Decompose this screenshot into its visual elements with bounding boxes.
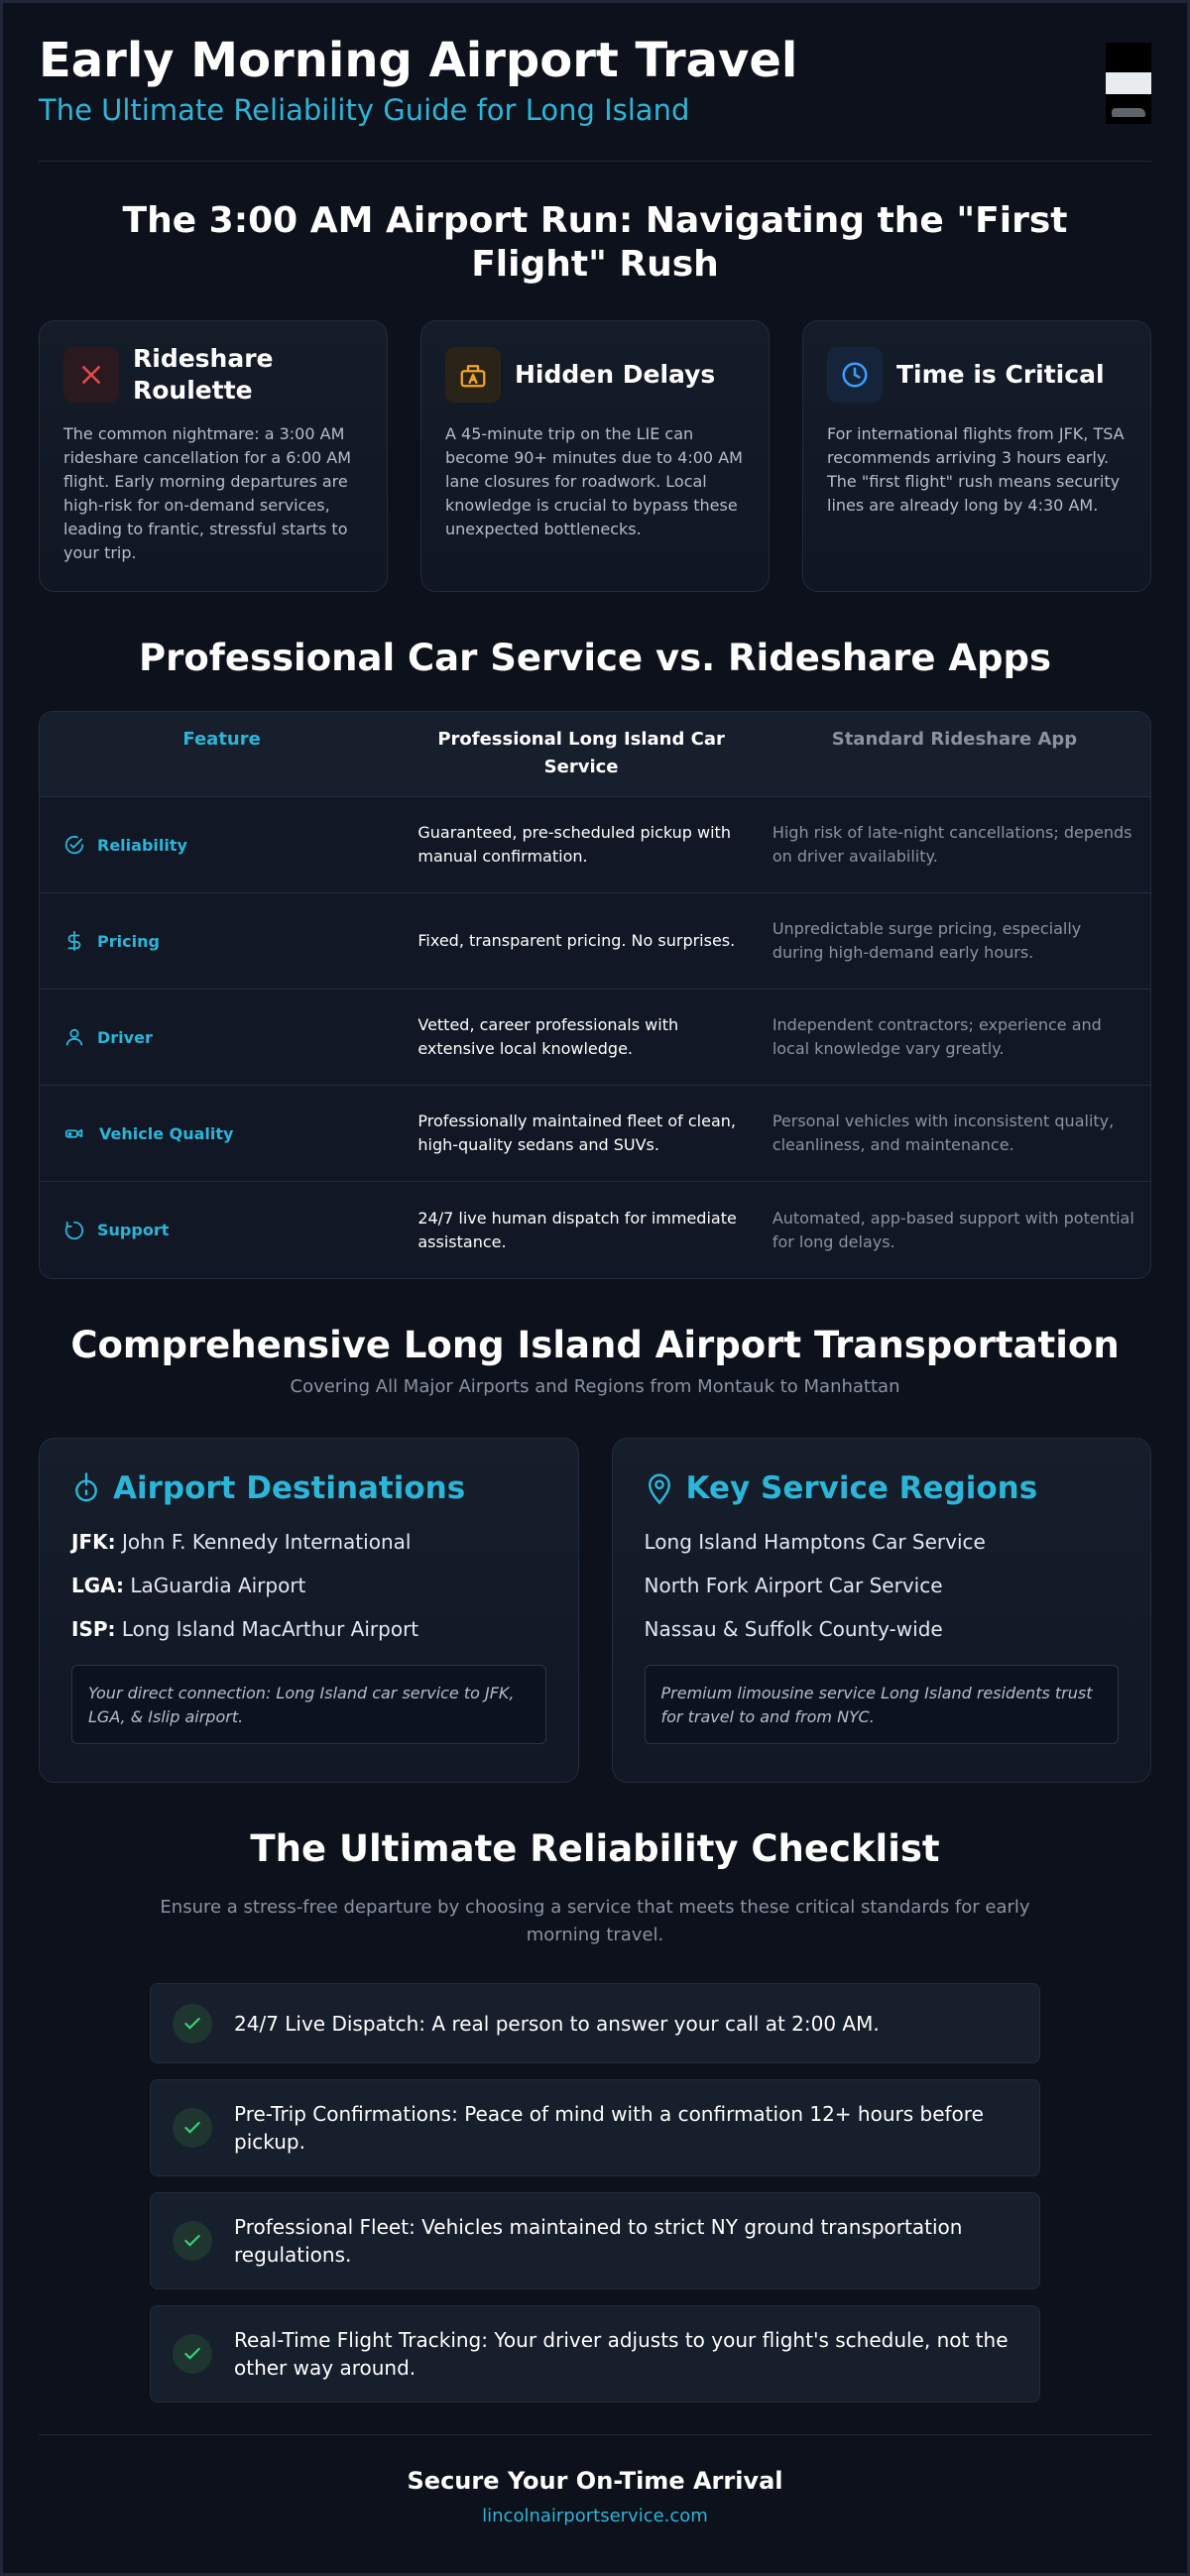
table-row [40, 797, 1150, 893]
feature-cell [40, 1026, 404, 1048]
checklist-item [150, 2079, 1040, 2176]
coverage-cards [39, 1438, 1151, 1783]
traffic-cone-icon [445, 347, 501, 403]
airport-item: JFK: John F. Kennedy International [71, 1530, 412, 1554]
card-title: Rideshare Roulette [133, 344, 274, 405]
airport-note: Your direct connection: Long Island car service to JFK, LGA, & Islip airport. [71, 1665, 546, 1744]
checklist [150, 1983, 1040, 2402]
region-item: Long Island Hamptons Car Service [644, 1530, 986, 1554]
checklist-text: Pre-Trip Confirmations: Peace of mind with a confirmation 12+ hours before pickup. [234, 2102, 984, 2154]
problem-cards [39, 320, 1151, 592]
coverage-subtitle: Covering All Major Airports and Regions from Montauk to Manhattan [290, 1376, 900, 1397]
professional-cell: Vetted, career professionals with extensive local knowledge. [417, 1015, 679, 1058]
region-note: Premium limousine service Long Island residents trust for travel to and from NYC. [645, 1665, 1120, 1744]
airport-destinations-title: Airport Destinations [113, 1470, 466, 1506]
comparison-table [39, 711, 1151, 1279]
checklist-heading: The Ultimate Reliability Checklist [250, 1827, 940, 1870]
table-row [40, 990, 1150, 1086]
checklist-text: 24/7 Live Dispatch: A real person to answer your call at 2:00 AM. [234, 2011, 880, 2036]
map-pin-icon [645, 1471, 674, 1505]
feature-cell [40, 1122, 404, 1144]
rideshare-cell: Unpredictable surge pricing, especially during high-demand early hours. [772, 919, 1082, 962]
card-rideshare-roulette [39, 320, 388, 592]
checklist-item [150, 2192, 1040, 2289]
car-logo-icon [1112, 108, 1145, 117]
feature-label: Reliability [97, 835, 187, 855]
rideshare-cell: High risk of late-night cancellations; depends on driver availability. [772, 823, 1132, 866]
rideshare-cell: Independent contractors; experience and local knowledge vary greatly. [772, 1015, 1102, 1058]
professional-cell: Guaranteed, pre-scheduled pickup with manual confirmation. [417, 823, 731, 866]
page-footer [39, 2434, 1151, 2528]
footer-title: Secure Your On-Time Arrival [407, 2467, 783, 2495]
professional-cell: Fixed, transparent pricing. No surprises. [417, 931, 736, 950]
feature-cell [40, 834, 404, 856]
dollar-icon [63, 929, 85, 953]
checkmark-icon [173, 2221, 212, 2261]
check-circle-icon [63, 834, 85, 856]
professional-cell: 24/7 live human dispatch for immediate assistance. [417, 1208, 737, 1251]
feature-cell [40, 929, 404, 953]
feature-cell [40, 1220, 404, 1241]
table-row [40, 1182, 1150, 1278]
rideshare-cell: Automated, app-based support with potential for long delays. [772, 1208, 1134, 1251]
airport-item: LGA: LaGuardia Airport [71, 1574, 306, 1597]
airport-item: ISP: Long Island MacArthur Airport [71, 1617, 419, 1641]
company-logo [1106, 43, 1151, 124]
plane-pin-icon [71, 1471, 101, 1505]
card-title: Hidden Delays [515, 360, 716, 389]
region-item: North Fork Airport Car Service [644, 1574, 943, 1597]
rideshare-cell: Personal vehicles with inconsistent quality, cleanliness, and maintenance. [772, 1112, 1115, 1154]
region-item: Nassau & Suffolk County-wide [644, 1617, 943, 1641]
professional-cell: Professionally maintained fleet of clean, high-quality sedans and SUVs. [417, 1112, 736, 1154]
checkmark-icon [173, 2334, 212, 2374]
checklist-item [150, 1983, 1040, 2063]
feature-label: Support [97, 1221, 170, 1239]
first-flight-heading: The 3:00 AM Airport Run: Navigating the "First Flight" Rush [122, 200, 1068, 285]
feature-label: Driver [97, 1027, 153, 1047]
header-professional: Professional Long Island Car Service [437, 729, 725, 777]
checklist-item [150, 2305, 1040, 2402]
clock-icon [827, 347, 883, 403]
car-icon [63, 1122, 87, 1144]
card-text: A 45-minute trip on the LIE can become 90+ minutes due to 4:00 AM lane closures for roadwork. Local knowledge is crucial to bypass these unexpected bottlenecks. [445, 424, 743, 538]
header-feature: Feature [182, 729, 261, 750]
checkmark-icon [173, 2004, 212, 2044]
checkmark-icon [173, 2108, 212, 2148]
checklist-text: Real-Time Flight Tracking: Your driver adjusts to your flight's schedule, not the other way around. [234, 2328, 1009, 2380]
checklist-subtitle: Ensure a stress-free departure by choosing a service that meets these critical standards for early morning travel. [160, 1897, 1030, 1945]
feature-label: Pricing [97, 931, 160, 951]
table-row [40, 1086, 1150, 1182]
header-rideshare: Standard Rideshare App [831, 729, 1078, 750]
feature-label: Vehicle Quality [99, 1123, 234, 1143]
service-regions-title: Key Service Regions [685, 1470, 1038, 1506]
airport-destinations-card [39, 1438, 579, 1783]
page-subtitle: The Ultimate Reliability Guide for Long Island [39, 93, 690, 127]
card-text: For international flights from JFK, TSA recommends arriving 3 hours early. The "first flight" rush means security lines are already long by 4:30 AM. [827, 424, 1125, 515]
x-icon [63, 347, 119, 403]
coverage-heading: Comprehensive Long Island Airport Transportation [70, 1324, 1120, 1366]
card-title: Time is Critical [896, 360, 1105, 389]
page-header [39, 3, 1151, 162]
comparison-heading: Professional Car Service vs. Rideshare Apps [139, 637, 1051, 679]
card-time-critical [802, 320, 1151, 592]
support-icon [63, 1220, 85, 1241]
table-row [40, 893, 1150, 990]
checklist-text: Professional Fleet: Vehicles maintained to strict NY ground transportation regulations. [234, 2215, 963, 2267]
page-title: Early Morning Airport Travel [39, 33, 798, 88]
user-icon [63, 1026, 85, 1048]
card-hidden-delays [420, 320, 770, 592]
table-header [40, 712, 1150, 797]
service-regions-card [612, 1438, 1152, 1783]
card-text: The common nightmare: a 3:00 AM rideshare cancellation for a 6:00 AM flight. Early morning departures are high-risk for on-demand services, leading to frantic, stressful starts to your trip. [63, 424, 352, 562]
website-link[interactable]: lincolnairportservice.com [482, 2506, 708, 2526]
